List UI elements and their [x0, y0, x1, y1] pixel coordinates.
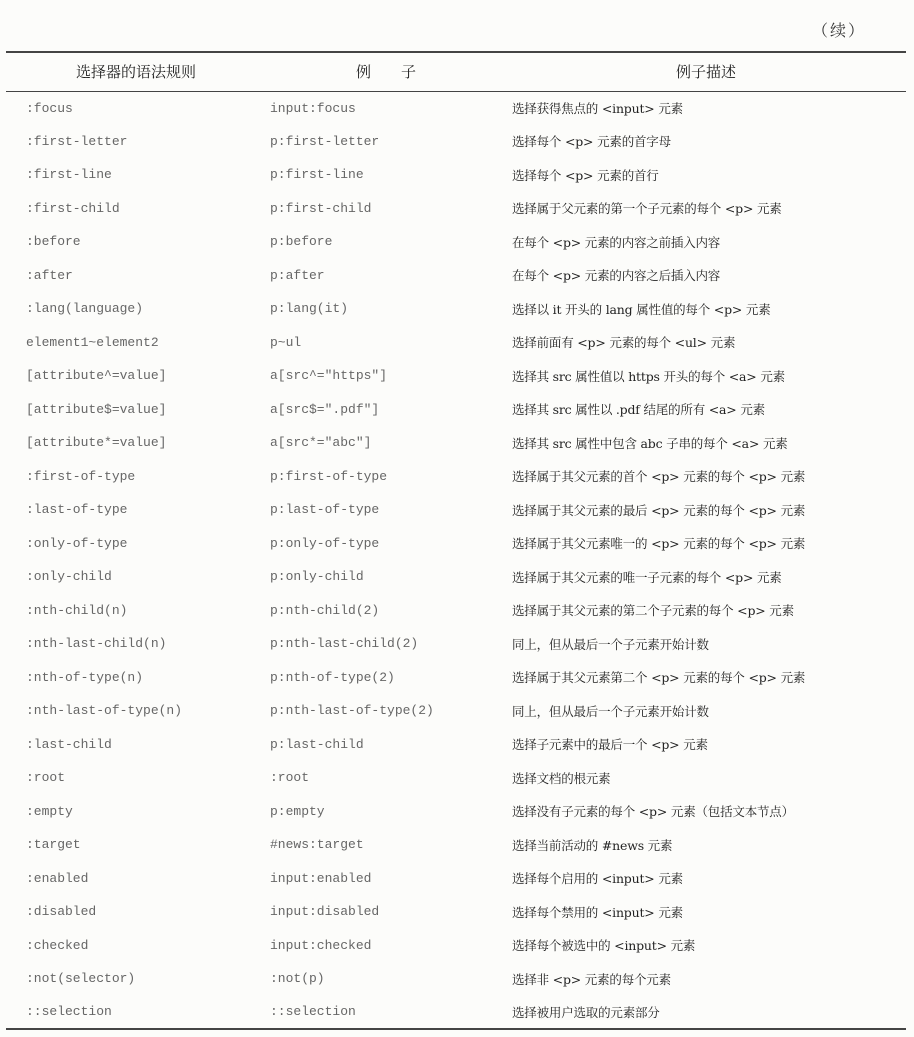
- table-row: [6, 962, 906, 996]
- cell-description: 选择其 src 属性中包含 abc 子串的每个 <a> 元素: [512, 435, 788, 451]
- table-row: [6, 259, 906, 293]
- selector-table: [6, 51, 906, 1030]
- cell-description: 选择被用户选取的元素部分: [506, 996, 906, 1030]
- table-row: [6, 761, 906, 795]
- cell-description: 选择其 src 属性值以 https 开头的每个 <a> 元素: [512, 368, 785, 384]
- cell-description: 同上，但从最后一个子元素开始计数: [512, 703, 709, 719]
- cell-syntax: :checked: [26, 937, 89, 953]
- table-header: [6, 52, 906, 91]
- table-row: [6, 694, 906, 728]
- table-row: [6, 527, 906, 561]
- table-row: [6, 795, 906, 829]
- cell-example: p:lang(it): [270, 301, 349, 317]
- cell-example: :not(p): [270, 971, 325, 987]
- table-row: [6, 728, 906, 762]
- table-row: [6, 393, 906, 427]
- cell-syntax: :only-of-type: [26, 535, 128, 551]
- cell-description: 选择其 src 属性以 .pdf 结尾的所有 <a> 元素: [512, 402, 765, 418]
- cell-description: 选择每个禁用的 <input> 元素: [512, 904, 683, 920]
- cell-syntax: :nth-of-type(n): [26, 669, 144, 685]
- cell-syntax: :root: [26, 770, 66, 786]
- cell-description: 选择子元素中的最后一个 <p> 元素: [512, 737, 708, 753]
- cell-syntax: [attribute^=value]: [26, 368, 167, 384]
- cell-syntax: :lang(language): [26, 301, 144, 317]
- cell-example: :root: [270, 770, 310, 786]
- table-row: [6, 627, 906, 661]
- cell-example: #news:target: [270, 837, 364, 853]
- table-row: [6, 862, 906, 896]
- cell-example: input:checked: [270, 937, 372, 953]
- cell-description: 选择获得焦点的 <input> 元素: [512, 101, 683, 116]
- cell-example: input:enabled: [270, 870, 372, 886]
- table-row: [6, 895, 906, 929]
- cell-example: input:focus: [270, 100, 356, 116]
- table-row: [6, 828, 906, 862]
- cell-description: 选择属于其父元素的首个 <p> 元素的每个 <p> 元素: [512, 469, 806, 485]
- cell-syntax: :first-line: [26, 167, 112, 183]
- cell-example: p:empty: [270, 803, 325, 819]
- header-example: 例 子: [266, 52, 506, 91]
- table-row: [6, 192, 906, 226]
- table-row: [6, 158, 906, 192]
- cell-description: 选择文档的根元素: [512, 770, 611, 786]
- cell-example: p:nth-last-child(2): [270, 636, 419, 652]
- header-row: [6, 52, 906, 91]
- cell-syntax: :before: [26, 234, 81, 250]
- cell-description: 选择属于其父元素的最后 <p> 元素的每个 <p> 元素: [512, 502, 806, 518]
- cell-example: p:first-child: [270, 200, 372, 216]
- cell-description: 在每个 <p> 元素的内容之后插入内容: [512, 268, 721, 284]
- header-description: 例子描述: [506, 52, 906, 91]
- cell-example: p:nth-of-type(2): [270, 669, 395, 685]
- cell-syntax: :empty: [26, 803, 73, 819]
- table-row: [6, 426, 906, 460]
- cell-syntax: :last-child: [26, 736, 112, 752]
- cell-example: p:last-of-type: [270, 502, 380, 518]
- cell-description: 选择当前活动的 #news 元素: [512, 837, 673, 853]
- cell-syntax: :target: [26, 837, 81, 853]
- cell-example: p~ul: [270, 334, 302, 350]
- table-row: [6, 996, 906, 1030]
- cell-example: p:after: [270, 267, 325, 283]
- table-row: [6, 326, 906, 360]
- table-row: [6, 292, 906, 326]
- table-body: [6, 91, 906, 1029]
- cell-syntax: :nth-last-of-type(n): [26, 703, 183, 719]
- table-row: [6, 493, 906, 527]
- cell-description: 选择每个 <p> 元素的首行: [512, 167, 659, 183]
- cell-description: 选择属于父元素的第一个子元素的每个 <p> 元素: [512, 201, 782, 217]
- cell-syntax: :not(selector): [26, 971, 136, 987]
- cell-syntax: element1~element2: [26, 334, 159, 350]
- table-row: [6, 929, 906, 963]
- table-row: [6, 359, 906, 393]
- cell-example: p:nth-last-of-type(2): [270, 703, 434, 719]
- cell-example: a[src^="https"]: [270, 368, 388, 384]
- cell-syntax: :last-of-type: [26, 502, 128, 518]
- cell-example: p:only-child: [270, 569, 364, 585]
- cell-syntax: :nth-child(n): [26, 602, 128, 618]
- cell-example: p:last-child: [270, 736, 364, 752]
- cell-description: 选择属于其父元素第二个 <p> 元素的每个 <p> 元素: [512, 670, 806, 686]
- cell-syntax: :after: [26, 267, 73, 283]
- cell-example: p:only-of-type: [270, 535, 380, 551]
- table-row: [6, 225, 906, 259]
- cell-syntax: [attribute$=value]: [26, 401, 167, 417]
- table-row: [6, 91, 906, 125]
- cell-syntax: [attribute*=value]: [26, 435, 167, 451]
- cell-example: p:nth-child(2): [270, 602, 380, 618]
- cell-syntax: :only-child: [26, 569, 112, 585]
- cell-syntax: :first-child: [26, 200, 120, 216]
- cell-description: 选择属于其父元素唯一的 <p> 元素的每个 <p> 元素: [512, 536, 806, 552]
- cell-example: p:first-of-type: [270, 468, 388, 484]
- cell-description: 选择非 <p> 元素的每个元素: [512, 971, 671, 987]
- cell-description: 选择每个 <p> 元素的首字母: [512, 134, 671, 150]
- table-row: [6, 460, 906, 494]
- table-row: [6, 560, 906, 594]
- cell-description: 在每个 <p> 元素的内容之前插入内容: [512, 234, 721, 250]
- cell-example: ::selection: [266, 996, 506, 1030]
- table-row: [6, 594, 906, 628]
- cell-description: 选择没有子元素的每个 <p> 元素（包括文本节点）: [512, 804, 794, 820]
- cell-description: 选择属于其父元素的唯一子元素的每个 <p> 元素: [512, 569, 782, 585]
- cell-example: p:first-letter: [270, 133, 380, 149]
- cell-example: input:disabled: [270, 904, 380, 920]
- cell-description: 选择前面有 <p> 元素的每个 <ul> 元素: [512, 335, 736, 351]
- table-row: [6, 661, 906, 695]
- cell-example: p:first-line: [270, 167, 364, 183]
- cell-description: 选择以 it 开头的 lang 属性值的每个 <p> 元素: [512, 301, 771, 317]
- cell-syntax: :first-of-type: [26, 468, 136, 484]
- cell-syntax: :first-letter: [26, 133, 128, 149]
- cell-description: 选择属于其父元素的第二个子元素的每个 <p> 元素: [512, 603, 794, 619]
- header-syntax: 选择器的语法规则: [6, 52, 266, 91]
- cell-syntax: :focus: [26, 100, 73, 116]
- continued-label: （续）: [811, 21, 866, 40]
- cell-description: 同上，但从最后一个子元素开始计数: [512, 636, 709, 652]
- cell-syntax: :disabled: [26, 904, 97, 920]
- cell-syntax: :nth-last-child(n): [26, 636, 167, 652]
- cell-description: 选择每个被选中的 <input> 元素: [512, 938, 696, 954]
- cell-example: a[src*="abc"]: [270, 435, 372, 451]
- table-row: [6, 125, 906, 159]
- cell-syntax: ::selection: [6, 996, 266, 1030]
- cell-example: p:before: [270, 234, 333, 250]
- cell-example: a[src$=".pdf"]: [270, 401, 380, 417]
- cell-description: 选择每个启用的 <input> 元素: [512, 871, 683, 887]
- cell-syntax: :enabled: [26, 870, 89, 886]
